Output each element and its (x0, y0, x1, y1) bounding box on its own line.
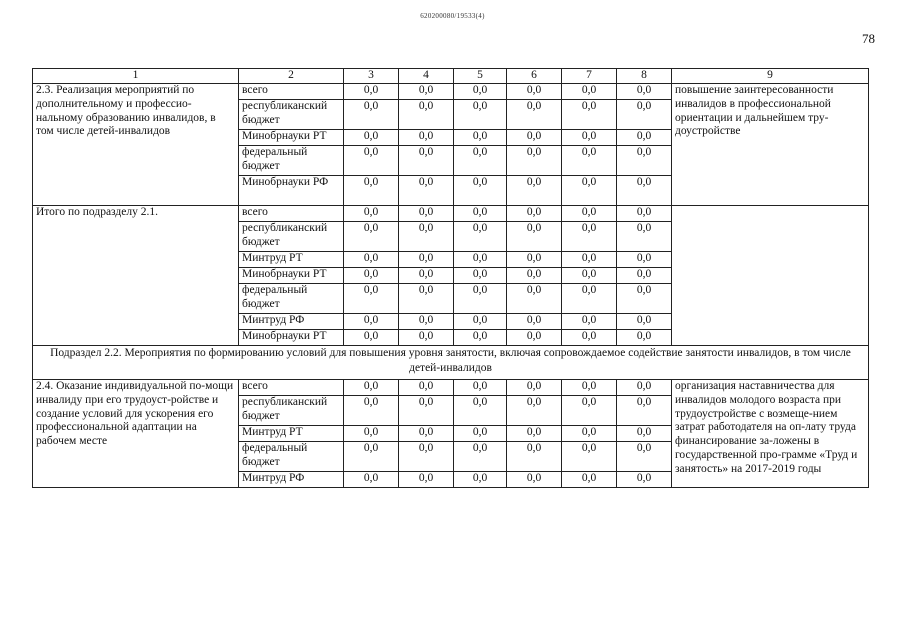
funding-source: республиканский бюджет (239, 222, 344, 252)
measure-label: 2.3. Реализация мероприятий по дополнительному и профессио-нальному образованию инвалидов, в том числе детей-инвалидов (33, 84, 239, 206)
value-cell: 0,0 (344, 284, 399, 314)
value-cell: 0,0 (507, 84, 562, 100)
value-cell: 0,0 (562, 472, 617, 488)
value-cell: 0,0 (454, 130, 507, 146)
subsection-title: Подраздел 2.2. Мероприятия по формированию условий для повышения уровня занятости, включая сопровождаемое содействие занятости инвалидов, в том числе детей-инвалидов (33, 346, 869, 380)
value-cell: 0,0 (617, 396, 672, 426)
value-cell: 0,0 (562, 314, 617, 330)
value-cell: 0,0 (507, 314, 562, 330)
value-cell: 0,0 (617, 84, 672, 100)
funding-source: всего (239, 206, 344, 222)
value-cell: 0,0 (617, 100, 672, 130)
value-cell: 0,0 (454, 222, 507, 252)
value-cell: 0,0 (562, 100, 617, 130)
value-cell: 0,0 (399, 284, 454, 314)
value-cell: 0,0 (617, 380, 672, 396)
measure-label: Итого по подразделу 2.1. (33, 206, 239, 346)
page-number: 78 (862, 31, 875, 46)
value-cell: 0,0 (454, 206, 507, 222)
funding-source: федеральный бюджет (239, 442, 344, 472)
value-cell: 0,0 (562, 396, 617, 426)
value-cell: 0,0 (507, 472, 562, 488)
value-cell: 0,0 (344, 252, 399, 268)
value-cell: 0,0 (454, 268, 507, 284)
value-cell: 0,0 (562, 176, 617, 206)
funding-source: республиканский бюджет (239, 100, 344, 130)
value-cell: 0,0 (617, 222, 672, 252)
value-cell: 0,0 (562, 222, 617, 252)
document-id: 620200080/19533(4) (420, 12, 485, 20)
value-cell: 0,0 (617, 472, 672, 488)
header-cell: 7 (562, 69, 617, 84)
header-cell: 8 (617, 69, 672, 84)
value-cell: 0,0 (562, 442, 617, 472)
funding-source: Минтруд РФ (239, 472, 344, 488)
value-cell: 0,0 (617, 426, 672, 442)
value-cell: 0,0 (507, 146, 562, 176)
value-cell: 0,0 (507, 380, 562, 396)
value-cell: 0,0 (344, 146, 399, 176)
value-cell: 0,0 (507, 268, 562, 284)
funding-source: Минтруд РТ (239, 426, 344, 442)
value-cell: 0,0 (617, 284, 672, 314)
value-cell: 0,0 (617, 176, 672, 206)
value-cell: 0,0 (617, 130, 672, 146)
value-cell: 0,0 (399, 252, 454, 268)
value-cell: 0,0 (399, 206, 454, 222)
funding-source: федеральный бюджет (239, 284, 344, 314)
value-cell: 0,0 (399, 330, 454, 346)
header-cell: 5 (454, 69, 507, 84)
value-cell: 0,0 (562, 380, 617, 396)
value-cell: 0,0 (454, 84, 507, 100)
value-cell: 0,0 (617, 314, 672, 330)
value-cell: 0,0 (562, 268, 617, 284)
funding-source: федеральный бюджет (239, 146, 344, 176)
value-cell: 0,0 (344, 314, 399, 330)
value-cell: 0,0 (507, 426, 562, 442)
value-cell: 0,0 (507, 252, 562, 268)
value-cell: 0,0 (399, 426, 454, 442)
value-cell: 0,0 (562, 206, 617, 222)
header-row (33, 69, 869, 84)
value-cell: 0,0 (454, 314, 507, 330)
value-cell: 0,0 (399, 100, 454, 130)
funding-source: Минобрнауки РФ (239, 176, 344, 206)
funding-source: Минобрнауки РТ (239, 268, 344, 284)
value-cell: 0,0 (617, 268, 672, 284)
value-cell: 0,0 (399, 84, 454, 100)
value-cell: 0,0 (454, 284, 507, 314)
value-cell: 0,0 (399, 130, 454, 146)
value-cell: 0,0 (344, 442, 399, 472)
value-cell: 0,0 (617, 146, 672, 176)
value-cell: 0,0 (507, 206, 562, 222)
value-cell: 0,0 (454, 252, 507, 268)
table-row (33, 84, 869, 100)
value-cell: 0,0 (562, 426, 617, 442)
budget-table (32, 68, 869, 488)
value-cell: 0,0 (399, 380, 454, 396)
result-note (672, 206, 869, 346)
value-cell: 0,0 (507, 330, 562, 346)
header-cell: 6 (507, 69, 562, 84)
header-cell: 9 (672, 69, 869, 84)
value-cell: 0,0 (454, 176, 507, 206)
value-cell: 0,0 (344, 176, 399, 206)
value-cell: 0,0 (617, 442, 672, 472)
value-cell: 0,0 (562, 252, 617, 268)
value-cell: 0,0 (454, 442, 507, 472)
value-cell: 0,0 (344, 100, 399, 130)
value-cell: 0,0 (399, 176, 454, 206)
result-note: организация наставничества для инвалидов молодого возраста при трудоустройстве с возмеще-нием затрат работодателя на оп-лату труда финансирование за-ложены в государственной про-грамме «Труд и занятость» на 2017-2019 годы (672, 380, 869, 488)
measure-label: 2.4. Оказание индивидуальной по-мощи инвалиду при его трудоуст-ройстве и создание условий для ускорения его профессиональной адаптации на рабочем месте (33, 380, 239, 488)
value-cell: 0,0 (562, 284, 617, 314)
funding-source: Минобрнауки РТ (239, 130, 344, 146)
header-cell: 4 (399, 69, 454, 84)
funding-source: Минтруд РФ (239, 314, 344, 330)
value-cell: 0,0 (399, 268, 454, 284)
value-cell: 0,0 (562, 84, 617, 100)
result-note: повышение заинтересованности инвалидов в профессиональной ориентации и дальнейшем тру-доустройстве (672, 84, 869, 206)
subsection-row (33, 346, 869, 380)
value-cell: 0,0 (344, 222, 399, 252)
header-cell: 3 (344, 69, 399, 84)
funding-source: республиканский бюджет (239, 396, 344, 426)
value-cell: 0,0 (507, 130, 562, 146)
value-cell: 0,0 (399, 472, 454, 488)
value-cell: 0,0 (344, 84, 399, 100)
value-cell: 0,0 (507, 176, 562, 206)
value-cell: 0,0 (454, 100, 507, 130)
value-cell: 0,0 (507, 442, 562, 472)
value-cell: 0,0 (399, 146, 454, 176)
value-cell: 0,0 (617, 206, 672, 222)
table-row (33, 380, 869, 396)
funding-source: всего (239, 84, 344, 100)
value-cell: 0,0 (344, 380, 399, 396)
header-cell: 1 (33, 69, 239, 84)
value-cell: 0,0 (562, 130, 617, 146)
header-cell: 2 (239, 69, 344, 84)
value-cell: 0,0 (344, 472, 399, 488)
value-cell: 0,0 (399, 442, 454, 472)
value-cell: 0,0 (454, 472, 507, 488)
value-cell: 0,0 (454, 330, 507, 346)
value-cell: 0,0 (562, 330, 617, 346)
table-row (33, 206, 869, 222)
value-cell: 0,0 (507, 284, 562, 314)
value-cell: 0,0 (399, 396, 454, 426)
table-body (33, 69, 869, 488)
value-cell: 0,0 (617, 330, 672, 346)
funding-source: всего (239, 380, 344, 396)
value-cell: 0,0 (507, 396, 562, 426)
value-cell: 0,0 (344, 396, 399, 426)
value-cell: 0,0 (344, 206, 399, 222)
value-cell: 0,0 (454, 146, 507, 176)
value-cell: 0,0 (454, 426, 507, 442)
value-cell: 0,0 (344, 268, 399, 284)
value-cell: 0,0 (507, 100, 562, 130)
value-cell: 0,0 (454, 396, 507, 426)
value-cell: 0,0 (562, 146, 617, 176)
value-cell: 0,0 (344, 330, 399, 346)
value-cell: 0,0 (344, 426, 399, 442)
value-cell: 0,0 (617, 252, 672, 268)
value-cell: 0,0 (454, 380, 507, 396)
value-cell: 0,0 (399, 222, 454, 252)
value-cell: 0,0 (507, 222, 562, 252)
funding-source: Минобрнауки РТ (239, 330, 344, 346)
funding-source: Минтруд РТ (239, 252, 344, 268)
value-cell: 0,0 (344, 130, 399, 146)
value-cell: 0,0 (399, 314, 454, 330)
